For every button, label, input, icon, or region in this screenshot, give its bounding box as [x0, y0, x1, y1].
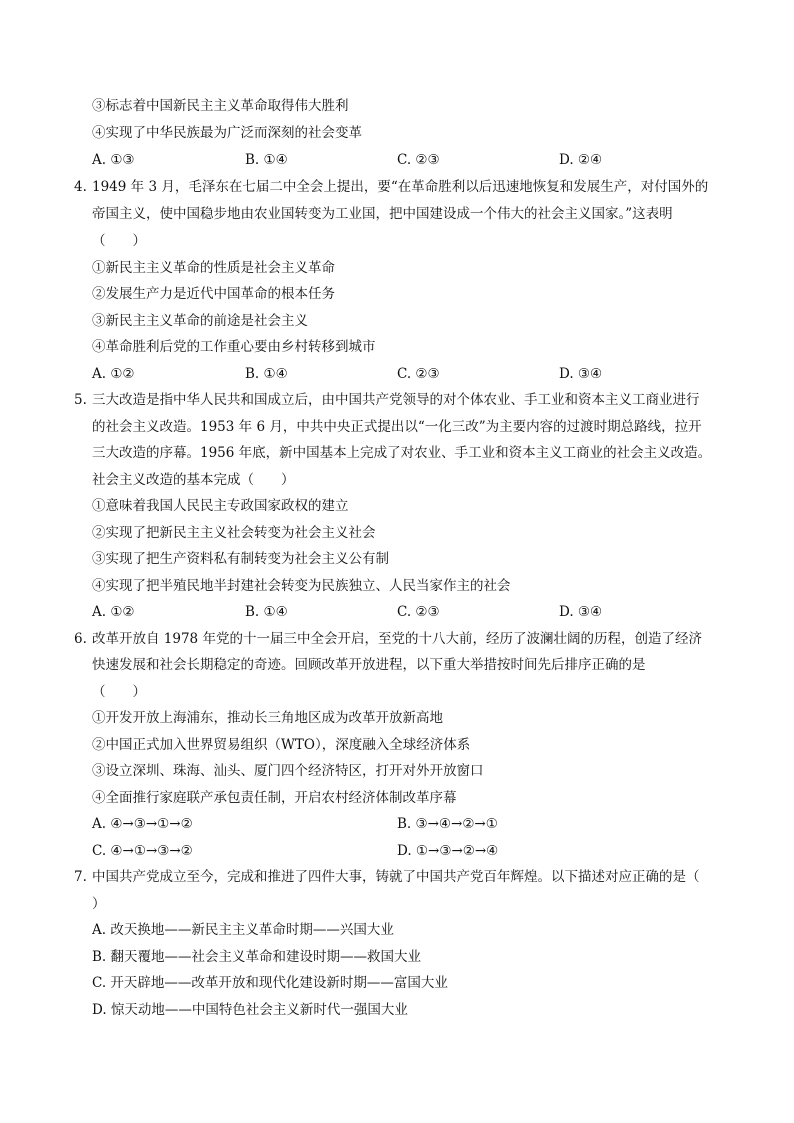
q4-option-a[interactable]: A. ①② [92, 366, 135, 382]
q4-item-2: ②发展生产力是近代中国革命的根本任务 [92, 286, 335, 302]
q4-item-3: ③新民主主义革命的前途是社会主义 [92, 313, 308, 329]
q6-option-d[interactable]: D. ①→③→②→④ [397, 843, 499, 859]
q5-item-2: ②实现了把新民主主义社会转变为社会主义社会 [92, 525, 376, 541]
q5-number: 5. [74, 392, 87, 408]
q4-number: 4. [74, 179, 87, 195]
q5-option-d[interactable]: D. ③④ [559, 604, 603, 620]
q5-option-c[interactable]: C. ②③ [397, 604, 440, 620]
q6-item-4: ④全面推行家庭联产承包责任制，开启农村经济体制改革序幕 [92, 790, 457, 806]
q3-item-3: ③标志着中国新民主主义革命取得伟大胜利 [92, 98, 349, 114]
q4-option-b[interactable]: B. ①④ [245, 366, 288, 382]
q3-option-c[interactable]: C. ②③ [397, 152, 440, 168]
q5-item-4: ④实现了把半殖民地半封建社会转变为民族独立、人民当家作主的社会 [92, 578, 511, 594]
q7-number: 7. [74, 869, 87, 885]
q3-item-4: ④实现了中华民族最为广泛而深刻的社会变革 [92, 125, 362, 141]
q5-option-a[interactable]: A. ①② [92, 604, 135, 620]
q7-option-c[interactable]: C. 开天辟地——改革开放和现代化建设新时期——富国大业 [92, 975, 448, 991]
q6-option-a[interactable]: A. ④→③→①→② [92, 816, 193, 832]
q7-option-a[interactable]: A. 改天换地——新民主主义革命时期——兴国大业 [92, 922, 394, 938]
q7-stem-line-2: ） [92, 896, 106, 912]
q5-item-1: ①意味着我国人民民主专政国家政权的建立 [92, 498, 349, 514]
q5-stem-line-3: 三大改造的序幕。1956 年底，新中国基本上完成了对农业、手工业和资本主义工商业的社会主义改造。 [92, 445, 712, 461]
q4-option-c[interactable]: C. ②③ [397, 366, 440, 382]
q6-option-c[interactable]: C. ④→①→③→② [92, 843, 193, 859]
q5-stem-line-1: 三大改造是指中华人民共和国成立后，由中国共产党领导的对个体农业、手工业和资本主义工商业进行 [92, 392, 700, 408]
q4-item-4: ④革命胜利后党的工作重心要由乡村转移到城市 [92, 339, 376, 355]
q4-option-d[interactable]: D. ③④ [559, 366, 603, 382]
q7-option-b[interactable]: B. 翻天覆地——社会主义革命和建设时期——救国大业 [92, 949, 422, 965]
q4-stem-line-1: 1949 年 3 月，毛泽东在七届二中全会上提出，要“在革命胜利以后迅速地恢复和发展生产，对付国外的 [92, 179, 709, 195]
q4-stem-line-2: 帝国主义，使中国稳步地由农业国转变为工业国，把中国建设成一个伟大的社会主义国家。”这表明 [92, 206, 673, 222]
q3-option-b[interactable]: B. ①④ [245, 152, 288, 168]
q4-stem-line-3: （ ） [92, 233, 146, 249]
q5-item-3: ③实现了把生产资料私有制转变为社会主义公有制 [92, 551, 389, 567]
q6-number: 6. [74, 631, 87, 647]
q5-stem-line-2: 的社会主义改造。1953 年 6 月，中共中央正式提出以“一化三改”为主要内容的过渡时期总路线，拉开 [92, 419, 702, 435]
q4-item-1: ①新民主主义革命的性质是社会主义革命 [92, 260, 335, 276]
q3-option-d[interactable]: D. ②④ [559, 152, 603, 168]
q5-option-b[interactable]: B. ①④ [245, 604, 288, 620]
q6-item-2: ②中国正式加入世界贸易组织（WTO），深度融入全球经济体系 [92, 737, 471, 753]
q6-item-1: ①开发开放上海浦东，推动长三角地区成为改革开放新高地 [92, 710, 443, 726]
q7-stem-line-1: 中国共产党成立至今，完成和推进了四件大事，铸就了中国共产党百年辉煌。以下描述对应正确的是（ [92, 869, 700, 885]
q6-stem-line-2: 快速发展和社会长期稳定的奇迹。回顾改革开放进程，以下重大举措按时间先后排序正确的是 [92, 657, 646, 673]
q5-stem-line-4: 社会主义改造的基本完成（ ） [92, 472, 295, 488]
q3-option-a[interactable]: A. ①③ [92, 152, 135, 168]
q7-option-d[interactable]: D. 惊天动地——中国特色社会主义新时代一强国大业 [92, 1002, 408, 1018]
q6-stem-line-3: （ ） [92, 684, 146, 700]
q6-option-b[interactable]: B. ③→④→②→① [397, 816, 498, 832]
q6-stem-line-1: 改革开放自 1978 年党的十一届三中全会开启，至党的十八大前，经历了波澜壮阔的历程，创造了经济 [92, 631, 702, 647]
q6-item-3: ③设立深圳、珠海、汕头、厦门四个经济特区，打开对外开放窗口 [92, 763, 484, 779]
